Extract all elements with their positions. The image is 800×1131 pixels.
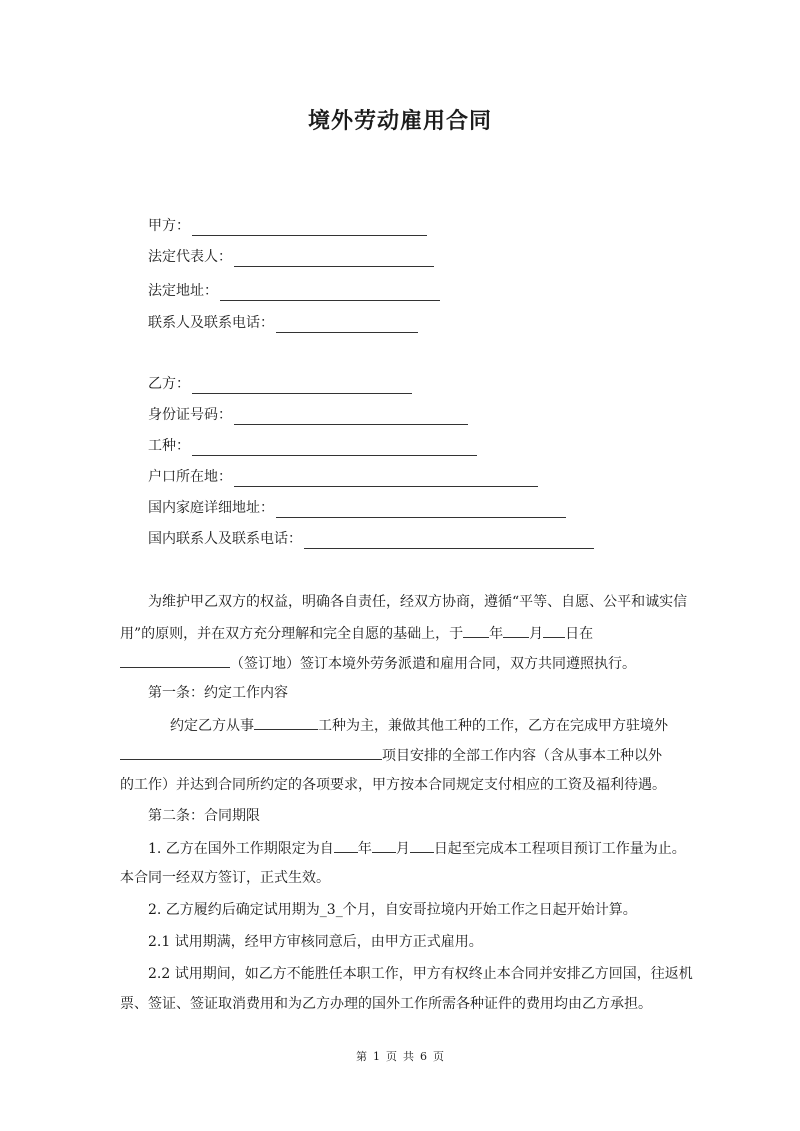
footer-page-mid: 页	[386, 1050, 397, 1063]
article-1-line-3: 的工作）并达到合同所约定的各项要求，甲方按本合同规定支付相应的工资及福利待遇。	[120, 777, 666, 793]
party-b-name-line[interactable]	[192, 379, 412, 394]
party-a-address-line[interactable]	[220, 286, 440, 301]
party-b-hukou-label: 户口所在地：	[148, 469, 232, 485]
party-a-contact-label: 联系人及联系电话：	[148, 315, 274, 331]
article-1-line-2-text: 项目安排的全部工作内容（含从事本工种以外	[382, 748, 662, 764]
party-b-domestic-contact-field	[148, 529, 594, 549]
page-title: 境外劳动雇用合同	[307, 109, 492, 134]
party-b-domestic-contact-line[interactable]	[304, 534, 594, 549]
article-2-p1-line-2: 本合同一经双方签订，正式生效。	[120, 870, 330, 886]
party-b-job-label: 工种：	[148, 438, 190, 454]
party-a-address-label: 法定地址：	[148, 283, 218, 299]
party-b-home-label: 国内家庭详细地址：	[148, 500, 274, 516]
article-1-line-1-a: 约定乙方从事	[170, 718, 254, 734]
article-1-line-1-b: 工种为主，兼做其他工种的工作，乙方在完成甲方驻境外	[318, 718, 668, 734]
article-2-day-blank[interactable]	[410, 838, 434, 853]
footer-total-suffix: 页	[433, 1050, 444, 1063]
article-2-heading: 第二条：合同期限	[148, 808, 260, 824]
party-a-rep-field	[148, 247, 434, 267]
party-b-id-line[interactable]	[234, 410, 468, 425]
article-2-p1	[148, 838, 708, 859]
party-a-name-field	[148, 216, 427, 236]
party-b-job-field	[148, 436, 477, 456]
article-2-month-blank[interactable]	[372, 838, 396, 853]
intro-month-label: 月	[529, 626, 544, 642]
intro-year-label: 年	[489, 626, 504, 642]
party-b-id-label: 身份证号码：	[148, 407, 232, 423]
party-b-domestic-contact-label: 国内联系人及联系电话：	[148, 531, 302, 547]
party-b-hukou-line[interactable]	[234, 472, 538, 487]
party-b-job-line[interactable]	[192, 441, 477, 456]
intro-month-blank[interactable]	[503, 623, 529, 638]
footer-page-prefix: 第	[356, 1050, 367, 1063]
article-1-heading: 第一条：约定工作内容	[148, 685, 288, 701]
article-2-p22-line-1: 2.2 试用期间，如乙方不能胜任本职工作，甲方有权终止本合同并安排乙方回国，往返机	[148, 966, 693, 982]
party-a-address-field	[148, 281, 440, 301]
article-2-p1-b: 日起至完成本工程项目预订工作量为止。	[433, 841, 686, 857]
intro-line-3-text: （签订地）签订本境外劳务派遣和雇用合同，双方共同遵照执行。	[230, 656, 636, 672]
article-2-p1-a: 1. 乙方在国外工作期限定为自	[148, 841, 334, 857]
party-b-id-field	[148, 405, 468, 425]
party-a-name-line[interactable]	[192, 221, 427, 236]
intro-year-blank[interactable]	[463, 623, 489, 638]
intro-line-1: 为维护甲乙双方的权益，明确各自责任，经双方协商，遵循“平等、自愿、公平和诚实信	[148, 594, 688, 610]
article-2-p21: 2.1 试用期满，经甲方审核同意后，由甲方正式雇用。	[148, 934, 483, 950]
intro-place-blank[interactable]	[120, 653, 230, 668]
article-1-line-2	[120, 745, 680, 766]
footer-total-prefix: 共	[403, 1050, 414, 1063]
party-a-name-label: 甲方：	[148, 218, 190, 234]
intro-day-blank[interactable]	[543, 623, 565, 638]
party-b-name-field	[148, 374, 412, 394]
party-b-home-line[interactable]	[276, 503, 566, 518]
intro-line-2	[120, 623, 680, 644]
article-1-line-1	[170, 715, 730, 736]
intro-line-3	[120, 653, 680, 674]
party-a-contact-field	[148, 313, 418, 333]
article-2-p22-line-2: 票、签证、签证取消费用和为乙方办理的国外工作所需各种证件的费用均由乙方承担。	[120, 996, 652, 1012]
party-b-name-label: 乙方：	[148, 376, 190, 392]
article-2-p2: 2. 乙方履约后确定试用期为_3_个月，自安哥拉境内开始工作之日起开始计算。	[148, 902, 637, 918]
article-2-month-label: 月	[395, 841, 410, 857]
article-2-year-label: 年	[357, 841, 372, 857]
intro-day-label: 日在	[565, 626, 594, 642]
party-a-rep-line[interactable]	[234, 252, 434, 267]
article-1-job-blank[interactable]	[254, 715, 318, 730]
article-2-year-blank[interactable]	[334, 838, 358, 853]
article-1-project-blank[interactable]	[120, 745, 382, 760]
party-b-hukou-field	[148, 467, 538, 487]
party-b-home-field	[148, 498, 566, 518]
intro-line-2-text: 用”的原则，并在双方充分理解和完全自愿的基础上，于	[120, 626, 464, 642]
party-a-contact-line[interactable]	[276, 318, 418, 333]
page-footer	[0, 1048, 800, 1064]
party-a-rep-label: 法定代表人：	[148, 249, 232, 265]
footer-page-number: 1	[373, 1050, 380, 1063]
footer-total-number: 6	[420, 1050, 427, 1063]
